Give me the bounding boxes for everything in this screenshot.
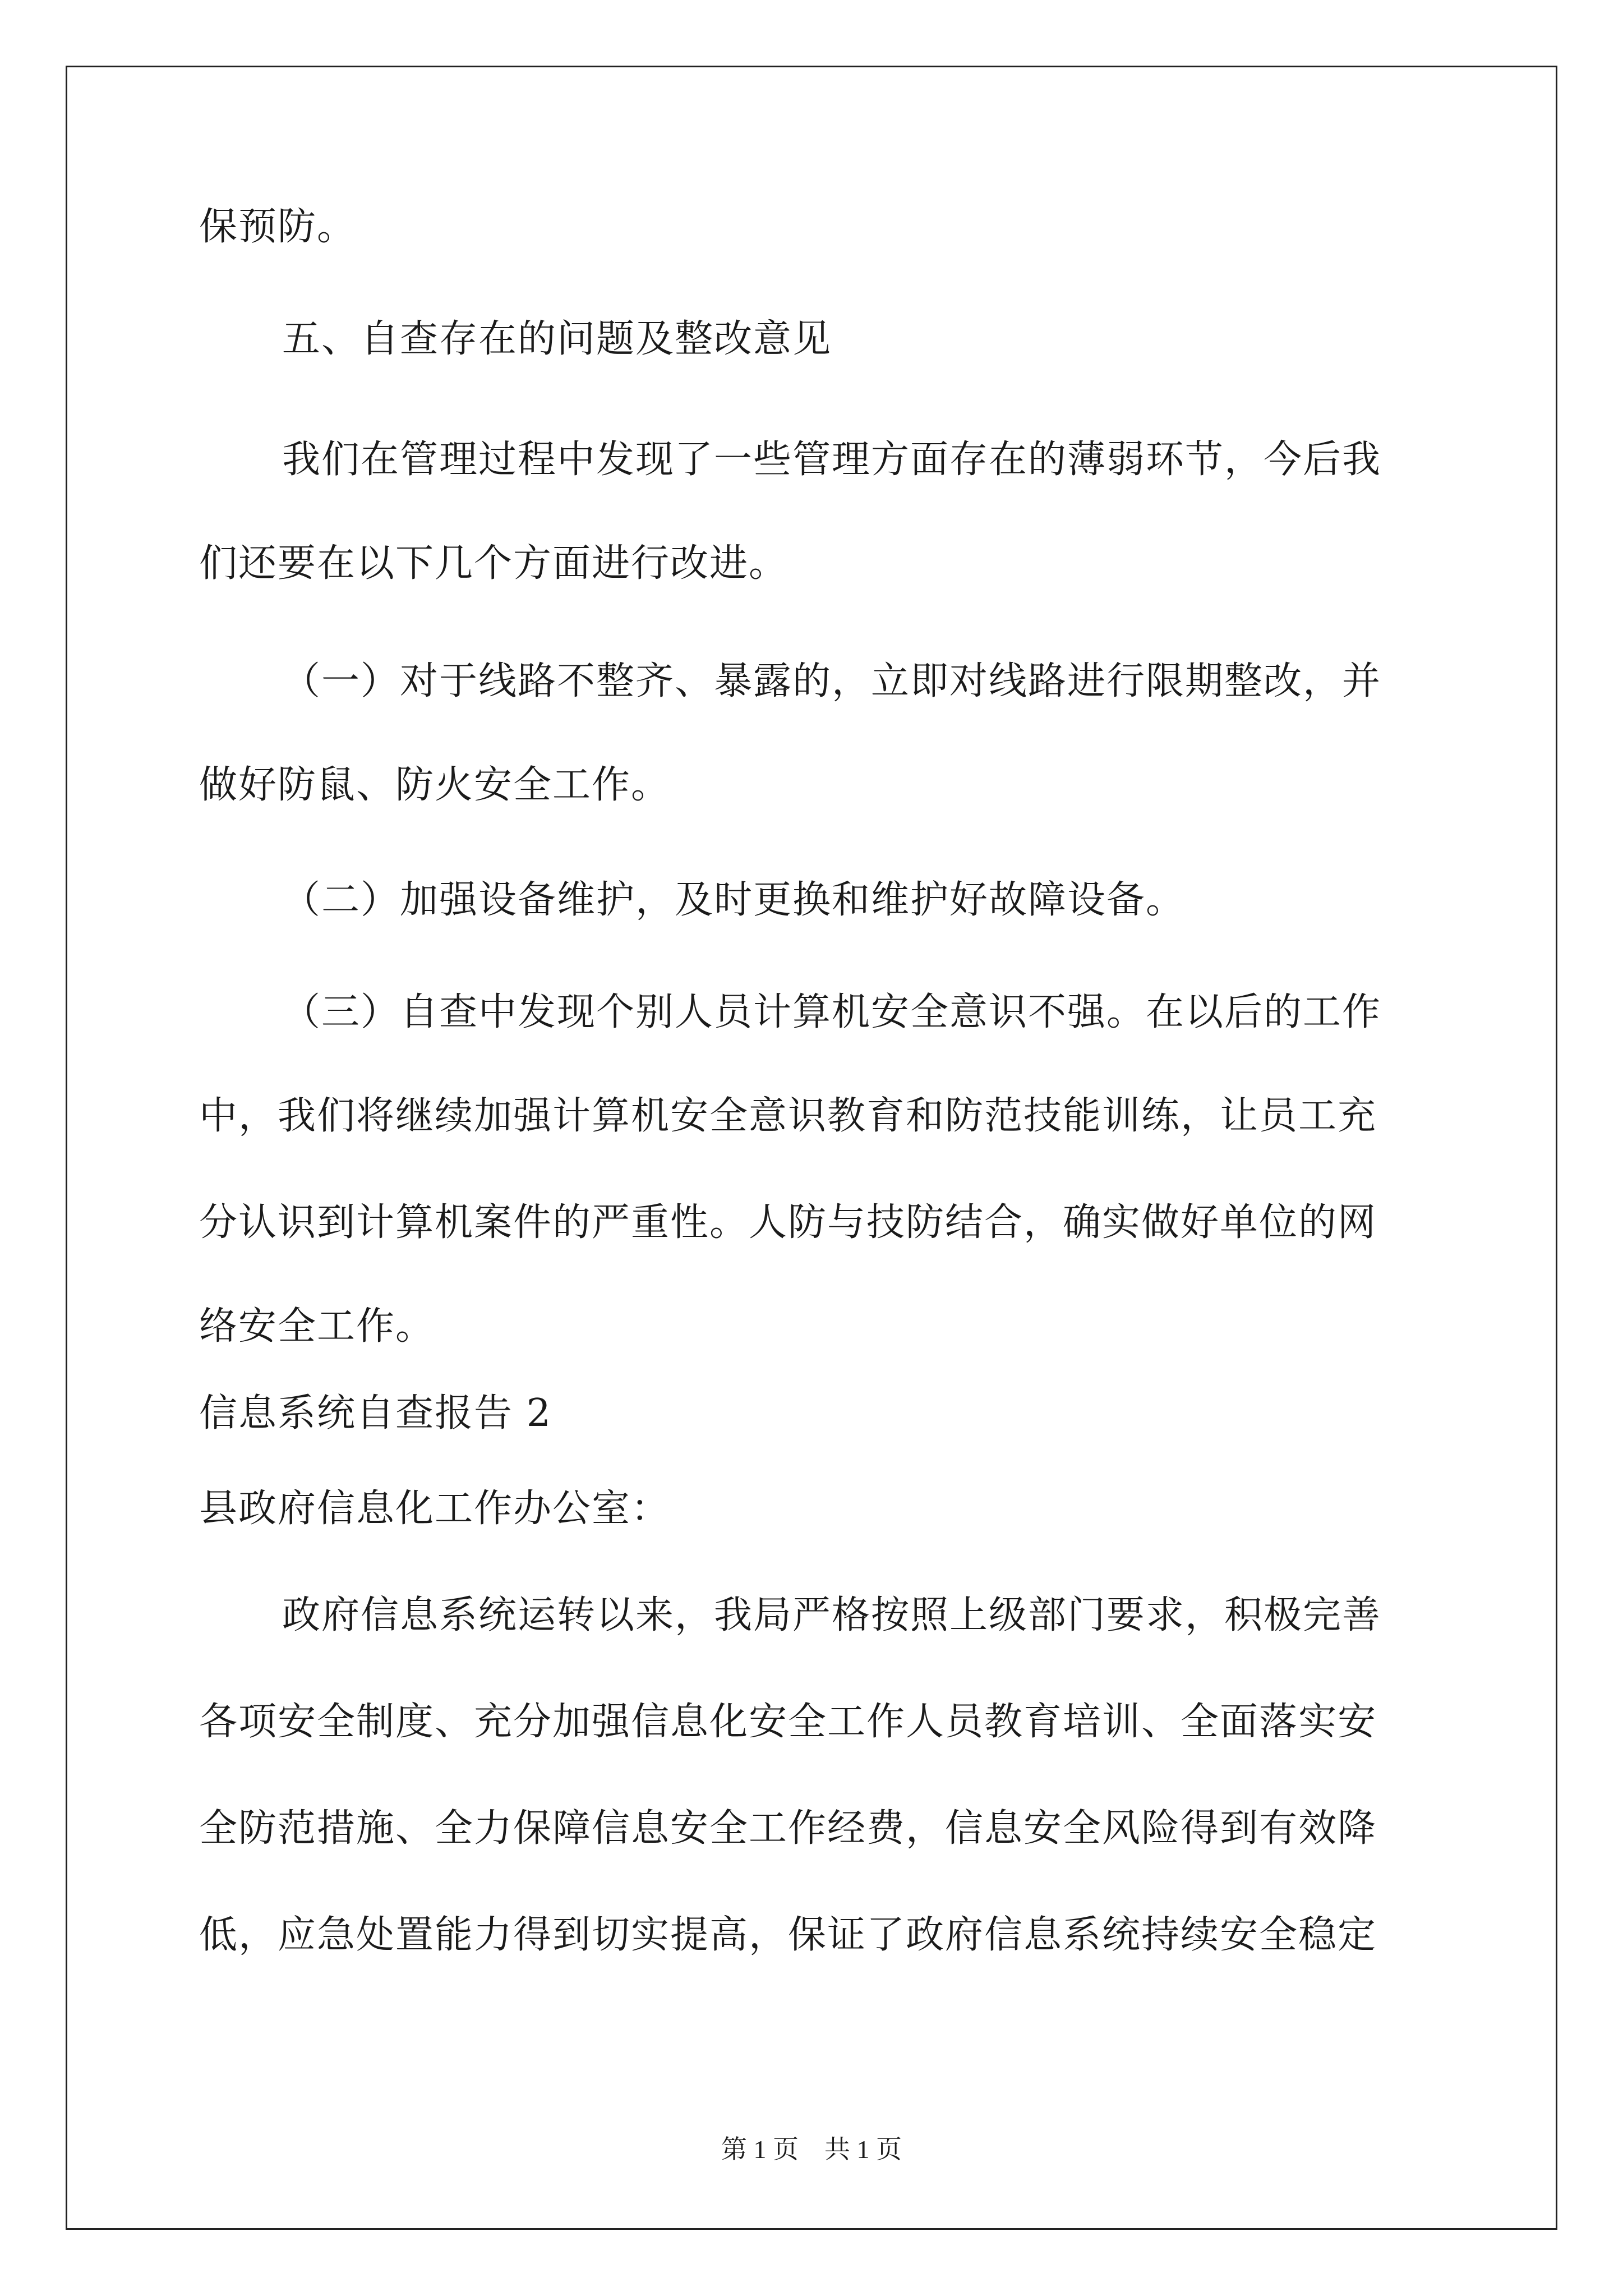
list-item-3: （三）自查中发现个别人员计算机安全意识不强。在以后的工作 <box>282 990 1382 1034</box>
paragraph-line: 分认识到计算机案件的严重性。人防与技防结合，确实做好单位的网 <box>199 1200 1377 1245</box>
list-item-1: （一）对于线路不整齐、暴露的，立即对线路进行限期整改，并 <box>282 659 1382 703</box>
section-heading: 五、自查存在的问题及整改意见 <box>282 317 832 361</box>
report-title: 信息系统自查报告 2 <box>199 1391 552 1435</box>
paragraph-line: 政府信息系统运转以来，我局严格按照上级部门要求，积极完善 <box>282 1593 1382 1637</box>
page-border <box>66 66 1557 2230</box>
paragraph-line: 我们在管理过程中发现了一些管理方面存在的薄弱环节，今后我 <box>282 438 1382 482</box>
paragraph-line: 们还要在以下几个方面进行改进。 <box>199 541 789 586</box>
paragraph-line: 络安全工作。 <box>199 1304 435 1349</box>
paragraph-line: 全防范措施、全力保障信息安全工作经费，信息安全风险得到有效降 <box>199 1806 1377 1851</box>
recipient-line: 县政府信息化工作办公室： <box>199 1487 671 1531</box>
paragraph-line: 各项安全制度、充分加强信息化安全工作人员教育培训、全面落实安 <box>199 1700 1377 1744</box>
paragraph-line: 低，应急处置能力得到切实提高，保证了政府信息系统持续安全稳定 <box>199 1913 1377 1957</box>
list-item-2: （二）加强设备维护，及时更换和维护好故障设备。 <box>282 878 1186 922</box>
paragraph-line: 做好防鼠、防火安全工作。 <box>199 763 671 807</box>
page-number-footer: 第 1 页 共 1 页 <box>721 2135 902 2164</box>
paragraph-line: 中，我们将继续加强计算机安全意识教育和防范技能训练，让员工充 <box>199 1094 1377 1138</box>
paragraph-line: 保预防。 <box>199 205 357 249</box>
